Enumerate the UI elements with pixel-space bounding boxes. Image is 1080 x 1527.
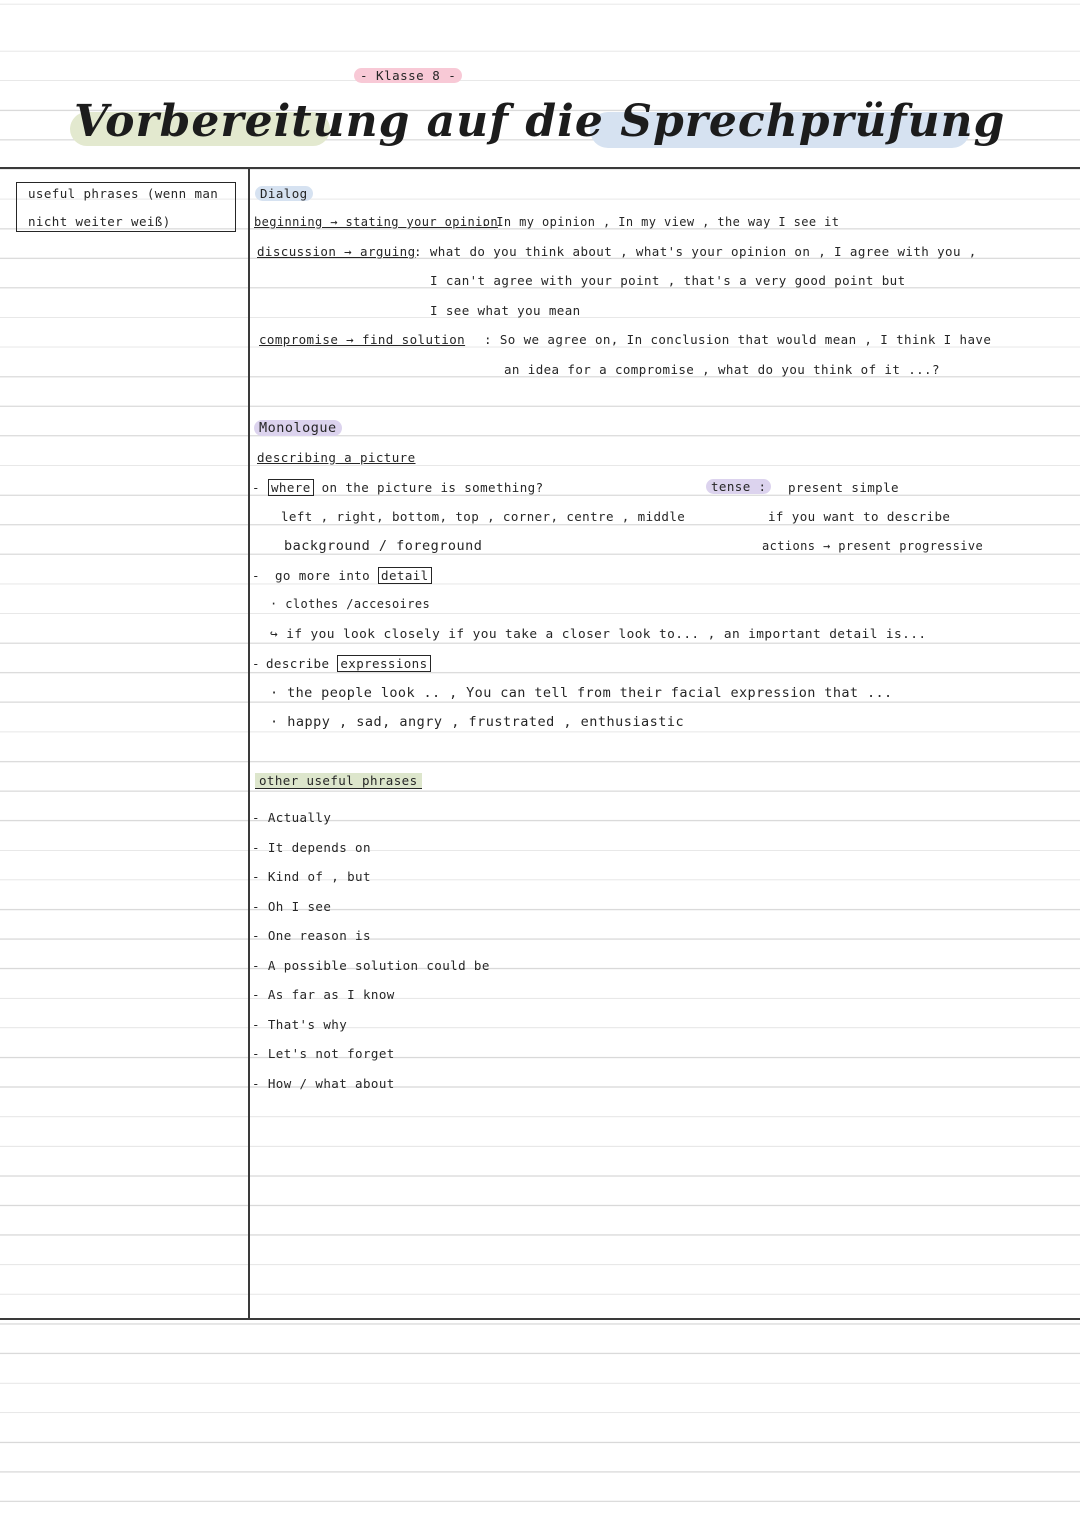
bullet-dash: - [252, 568, 260, 583]
list-item: - Actually [252, 810, 332, 825]
expressions-box: expressions [337, 655, 430, 672]
tense-value: present simple [788, 480, 899, 495]
list-item: - Oh I see [252, 898, 332, 914]
go-more-text: go more into [275, 568, 371, 583]
list-item: - That's why [252, 1016, 348, 1032]
footer-rule [0, 1318, 1080, 1320]
clothes-text: clothes /accesoires [285, 597, 431, 611]
people-look-text: the people look .. , You can tell from their facial expression that ... [287, 685, 893, 701]
where-rest: on the picture is something? [321, 480, 544, 495]
sidebar-note-line1: useful phrases (wenn man [28, 186, 219, 201]
emotions-text: happy , sad, angry , frustrated , enthusiastic [287, 714, 685, 730]
header-rule [0, 167, 1080, 169]
compromise-label: compromise → find solution [259, 332, 466, 347]
list-item: - As far as I know [252, 987, 395, 1002]
tense-label: tense : [706, 479, 771, 494]
emotions-line: · happy , sad, angry , frustrated , enthusiastic [270, 714, 685, 730]
sidebar-note-line2: nicht weiter weiß) [28, 214, 171, 229]
tense-note-1: if you want to describe [768, 509, 951, 524]
describing-label: describing a picture [257, 450, 416, 465]
tense-note-2: actions → present progressive [762, 539, 984, 553]
describe-line [266, 656, 431, 671]
other-phrases-heading: other useful phrases [255, 773, 422, 789]
page-title: Vorbereitung auf die Sprechprüfung [74, 96, 1006, 147]
dialog-heading: Dialog [255, 186, 313, 201]
positions-line-1: left , right, bottom, top , corner, centre , middle [281, 509, 686, 524]
bullet-dash: - [252, 656, 260, 671]
positions-line-2: background / foreground [284, 538, 483, 554]
discussion-text-3: I see what you mean [430, 303, 581, 318]
people-look-line: · the people look .. , You can tell from their facial expression that ... [270, 685, 893, 701]
list-item: - One reason is [252, 928, 371, 943]
list-item: - Let's not forget [252, 1046, 395, 1061]
beginning-label: beginning → stating your opinion [254, 215, 498, 229]
go-more-line [275, 568, 432, 583]
list-item: - A possible solution could be [252, 957, 490, 973]
class-label: - Klasse 8 - [354, 68, 462, 83]
where-line [268, 480, 544, 495]
detail-box: detail [378, 567, 432, 584]
margin-rule [248, 168, 250, 1318]
discussion-text-1: : what do you think about , what's your opinion on , I agree with you , [414, 244, 977, 259]
discussion-text-2: I can't agree with your point , that's a very good point but [430, 273, 906, 288]
describe-text: describe [266, 656, 330, 671]
beginning-text: : In my opinion , In my view , the way I see it [481, 215, 840, 229]
closer-look-line: ↪ if you look closely if you take a closer look to... , an important detail is... [270, 627, 927, 642]
where-box: where [268, 479, 314, 496]
discussion-label: discussion → arguing [257, 244, 416, 259]
list-item: - How / what about [252, 1075, 395, 1091]
list-item: - It depends on [252, 839, 371, 855]
monologue-heading: Monologue [254, 420, 342, 436]
list-item: - Kind of , but [252, 869, 371, 884]
bullet-dash: - [252, 480, 260, 495]
other-phrases-list [252, 803, 490, 1098]
compromise-text-2: an idea for a compromise , what do you think of it ...? [504, 362, 940, 377]
clothes-line: · clothes /accesoires [270, 597, 431, 611]
compromise-text-1: : So we agree on, In conclusion that would mean , I think I have [484, 332, 992, 347]
